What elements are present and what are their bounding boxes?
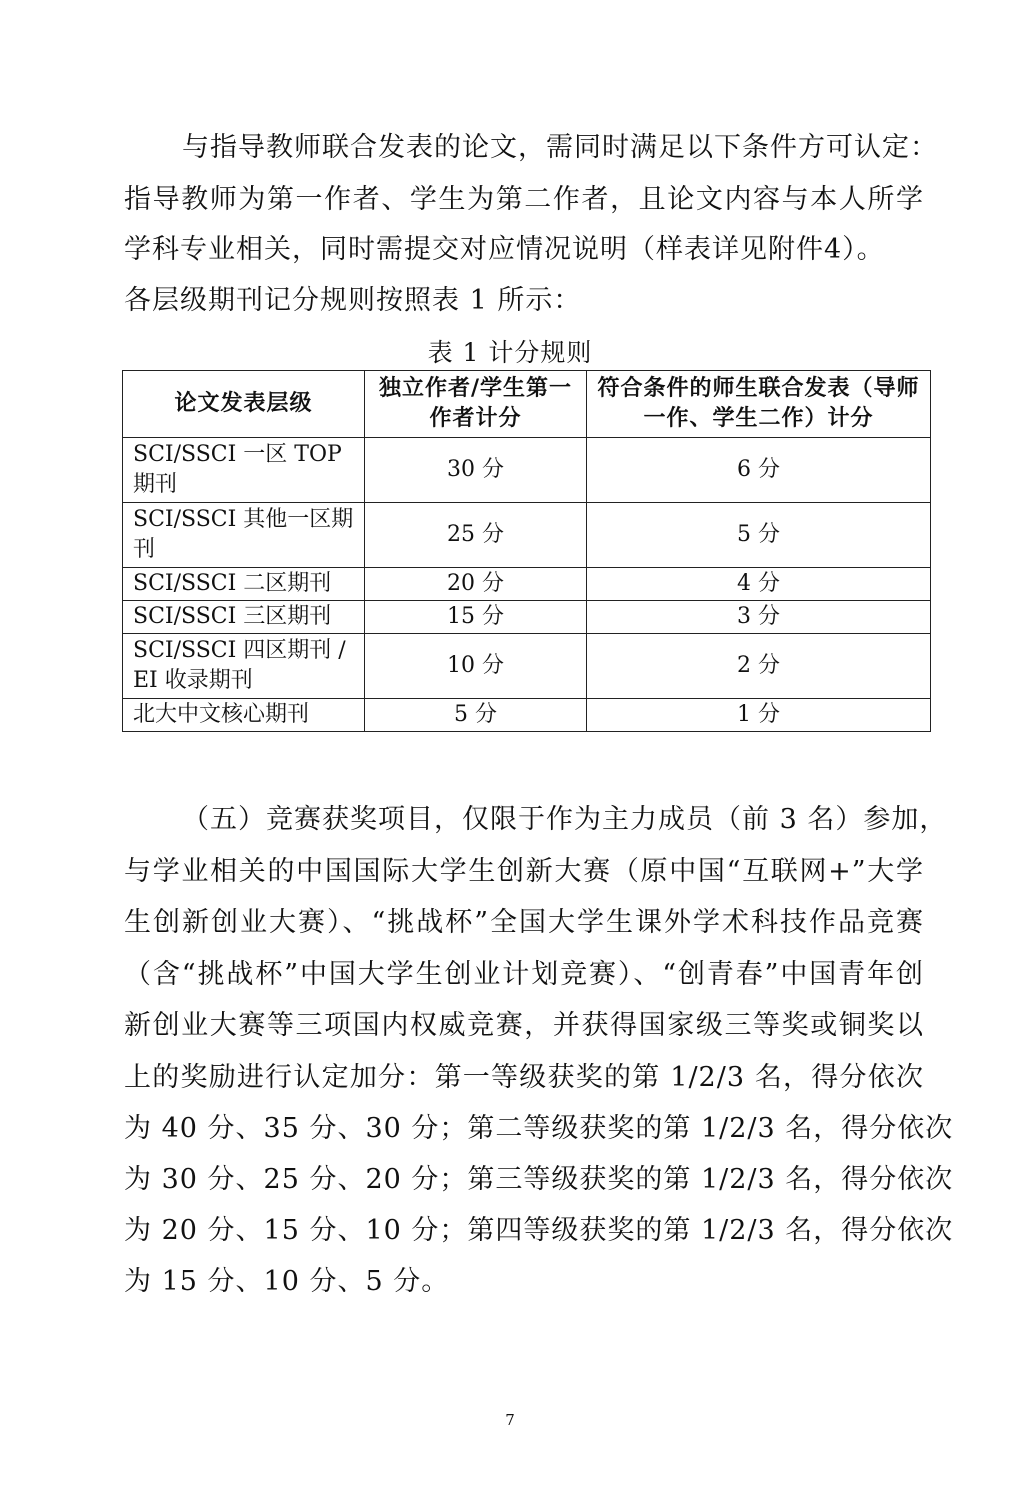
- table-row: [123, 568, 931, 601]
- paragraph-line: （五）竞赛获奖项目，仅限于作为主力成员（前 3 名）参加，: [182, 804, 948, 835]
- paragraph-line: （含“挑战杯”中国大学生创业计划竞赛）、“创青春”中国青年创: [124, 959, 924, 990]
- table-row: [123, 699, 931, 732]
- cell-level: 北大中文核心期刊: [123, 699, 365, 732]
- cell-independent: 30 分: [365, 438, 587, 503]
- table-row: [123, 601, 931, 634]
- paragraph-line: 各层级期刊记分规则按照表 1 所示：: [124, 285, 582, 316]
- paragraph-line: 为 15 分、10 分、5 分。: [124, 1266, 450, 1297]
- cell-level: SCI/SSCI 二区期刊: [123, 568, 365, 601]
- table-row: [123, 634, 931, 699]
- paragraph-line: 与指导教师联合发表的论文，需同时满足以下条件方可认定：: [182, 132, 938, 163]
- cell-independent: 20 分: [365, 568, 587, 601]
- paragraph-line: 生创新创业大赛）、“挑战杯”全国大学生课外学术科技作品竞赛: [124, 907, 924, 938]
- paragraph-line: 上的奖励进行认定加分：第一等级获奖的第 1/2/3 名，得分依次: [124, 1062, 924, 1093]
- scoring-table: [122, 370, 931, 732]
- cell-joint: 3 分: [587, 601, 931, 634]
- table-caption: 表 1 计分规则: [427, 338, 593, 367]
- paragraph-line: 为 20 分、15 分、10 分；第四等级获奖的第 1/2/3 名，得分依次: [124, 1215, 954, 1246]
- cell-joint: 1 分: [587, 699, 931, 732]
- cell-joint: 6 分: [587, 438, 931, 503]
- cell-independent: 15 分: [365, 601, 587, 634]
- cell-joint: 5 分: [587, 503, 931, 568]
- cell-independent: 25 分: [365, 503, 587, 568]
- cell-level: SCI/SSCI 其他一区期刊: [123, 503, 365, 568]
- table-row: [123, 438, 931, 503]
- paragraph-line: 为 30 分、25 分、20 分；第三等级获奖的第 1/2/3 名，得分依次: [124, 1164, 954, 1195]
- header-joint: 符合条件的师生联合发表（导师一作、学生二作）计分: [587, 371, 931, 438]
- cell-independent: 10 分: [365, 634, 587, 699]
- cell-level: SCI/SSCI 四区期刊 / EI 收录期刊: [123, 634, 365, 699]
- cell-level: SCI/SSCI 一区 TOP 期刊: [123, 438, 365, 503]
- table-header-row: [123, 371, 931, 438]
- paragraph-line: 学科专业相关，同时需提交对应情况说明（样表详见附件4）。: [124, 234, 885, 265]
- cell-joint: 2 分: [587, 634, 931, 699]
- paragraph-line: 指导教师为第一作者、学生为第二作者，且论文内容与本人所学: [124, 184, 924, 215]
- cell-level: SCI/SSCI 三区期刊: [123, 601, 365, 634]
- paragraph-line: 与学业相关的中国国际大学生创新大赛（原中国“互联网+”大学: [124, 856, 924, 887]
- paragraph-line: 新创业大赛等三项国内权威竞赛，并获得国家级三等奖或铜奖以: [124, 1010, 924, 1041]
- table-row: [123, 503, 931, 568]
- paragraph-line: 为 40 分、35 分、30 分；第二等级获奖的第 1/2/3 名，得分依次: [124, 1113, 954, 1144]
- header-independent: 独立作者/学生第一作者计分: [365, 371, 587, 438]
- page-number: 7: [505, 1411, 515, 1429]
- cell-joint: 4 分: [587, 568, 931, 601]
- header-level: 论文发表层级: [123, 371, 365, 438]
- cell-independent: 5 分: [365, 699, 587, 732]
